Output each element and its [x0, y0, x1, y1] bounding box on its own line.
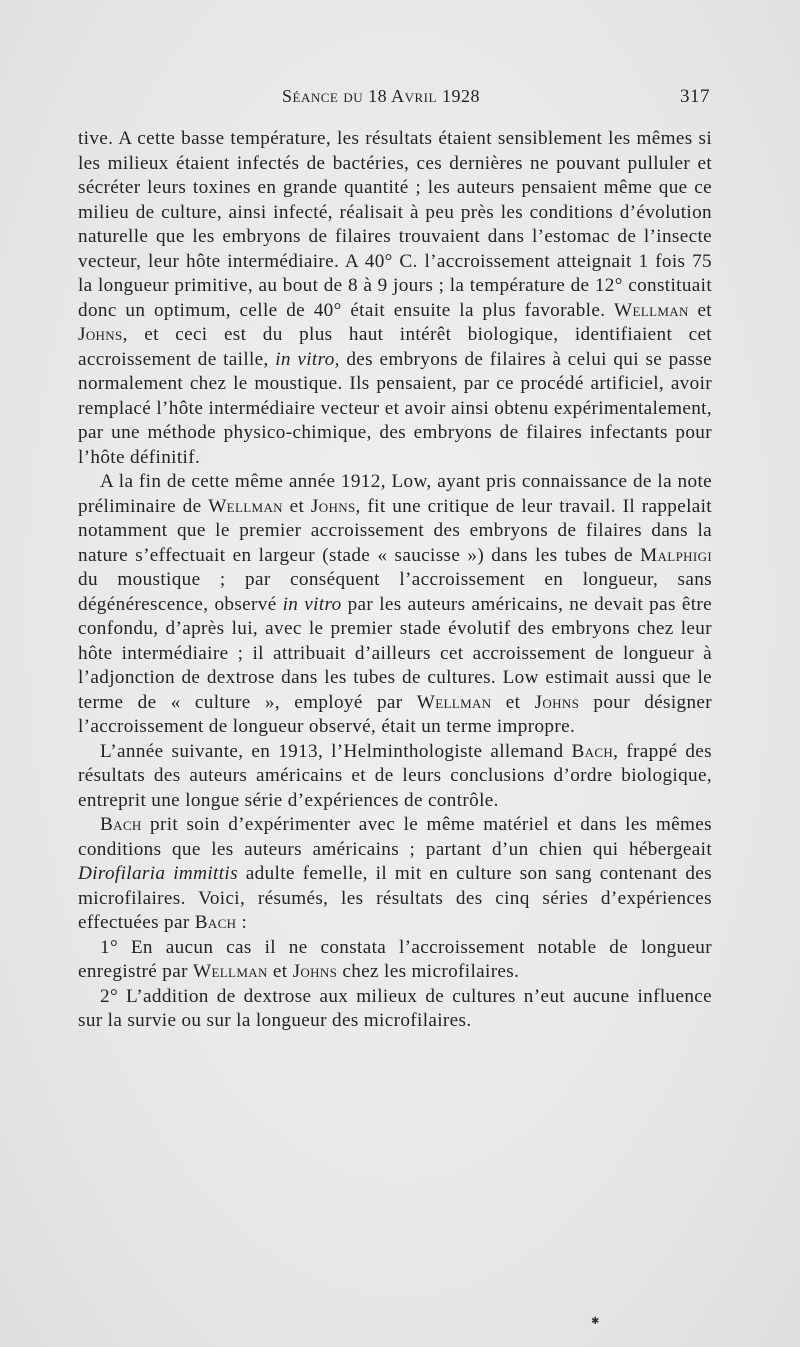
text-run: par les auteurs américains, ne devait pas être confondu, d’après lui, avec le premier stade évolutif des embryons chez leur hôte intermédiaire ; il attribuait d’ailleurs cet accroissement de longueur à l’adjonction de dextrose dans les tubes de cultures. Low estimait aussi que le terme de « culture », employé par	[78, 593, 712, 713]
text-run: et	[282, 495, 311, 517]
text-run: , frappé des résultats des auteurs américains et de leurs conclusions d’ordre biologique, entreprit une longue série d’expériences de contrôle.	[78, 740, 712, 811]
running-header	[78, 86, 712, 110]
author-name: Wellman	[614, 299, 689, 321]
author-name: Bach	[100, 814, 142, 835]
text-run: 1° En aucun cas il ne constata l’accroissement notable de longueur enregistré par	[78, 936, 712, 982]
paragraph	[78, 740, 712, 814]
author-name: Bach	[194, 912, 237, 933]
italic-term: in vitro,	[275, 348, 340, 370]
header-title: Séance du 18 Avril 1928	[282, 86, 480, 106]
text-run: L’année suivante, en 1913, l’Helminthologiste allemand	[100, 740, 572, 762]
author-name: Johns	[292, 961, 338, 982]
text-run: et	[267, 961, 293, 982]
paragraph	[78, 127, 712, 470]
text-run: chez les microfilaires.	[337, 961, 520, 982]
author-name: Wellman	[416, 691, 492, 713]
text-run: et	[688, 299, 712, 321]
paragraph	[78, 813, 712, 936]
text-run: :	[236, 912, 248, 933]
author-name: Johns	[534, 691, 580, 713]
text-run: adulte femelle, il mit en culture son sang contenant des microfilaires. Voici, résumés, les résultats des cinq séries d’expériences effectuées par	[78, 863, 712, 933]
author-name: Johns	[78, 324, 123, 345]
text-run: A la fin de cette même année 1912, Low, ayant pris connaissance de la note préliminaire de	[78, 471, 712, 517]
text-run: des embryons de filaires à celui qui se passe normalement chez le moustique. Ils pensaient, par ce procédé artificiel, avoir remplacé l’hôte intermédiaire vecteur et avoir ainsi obtenu expérimentalement, par une méthode physico-chimique, des embryons de filaires infectants pour l’hôte définitif.	[78, 348, 712, 468]
paragraph	[78, 470, 712, 740]
text-run: tive. A cette basse température, les résultats étaient sensiblement les mêmes si les milieux étaient infectés de bactéries, ces dernières ne pouvant pulluler et sécréter leurs toxines en grande quantité ; les auteurs pensaient même que ce milieu de culture, ainsi infecté, réalisait à peu près les conditions d’évolution naturelle que les embryons de filaires trouvaient dans l’estomac de l’insecte vecteur, leur hôte intermédiaire. A 40° C. l’accroissement atteignait 1 fois 75 la longueur primitive, au bout de 8 à 9 jours ; la température de 12° constituait donc un optimum, celle de 40° était ensuite la plus favorable.	[78, 128, 712, 321]
text-run: prit soin d’expérimenter avec le même matériel et dans les mêmes conditions que les auteurs américains ; partant d’un chien qui hébergeait	[78, 814, 712, 860]
text-run: et	[491, 691, 535, 713]
body-text	[78, 127, 712, 1034]
text-run: , fit une critique de leur travail. Il rappelait notamment que le premier accroissement des embryons de filaires dans la nature s’effectuait en largeur (stade « saucisse ») dans les tubes de	[78, 495, 712, 566]
author-name: Wellman	[208, 495, 283, 517]
author-name: Malphigi	[640, 544, 712, 566]
paragraph	[78, 985, 712, 1034]
italic-term: in vitro	[282, 593, 342, 615]
text-run: , et ceci est du plus haut intérêt biologique, identifiaient cet accroissement de taille,	[78, 324, 712, 370]
page-number: 317	[680, 86, 710, 107]
author-name: Bach	[571, 740, 614, 762]
paragraph	[78, 936, 712, 985]
author-name: Johns	[310, 495, 356, 517]
text-run: du moustique ; par conséquent l’accroissement en longueur, sans dégénérescence, observé	[78, 569, 712, 615]
author-name: Wellman	[193, 961, 268, 982]
text-run: 2° L’addition de dextrose aux milieux de cultures n’eut aucune influence sur la survie ou sur la longueur des microfilaires.	[78, 985, 712, 1031]
italic-term: Dirofilaria immittis	[78, 863, 238, 884]
ornament-mark: ✱	[591, 1316, 600, 1327]
text-run: pour désigner l’accroissement de longueur observé, était un terme impropre.	[78, 691, 713, 737]
